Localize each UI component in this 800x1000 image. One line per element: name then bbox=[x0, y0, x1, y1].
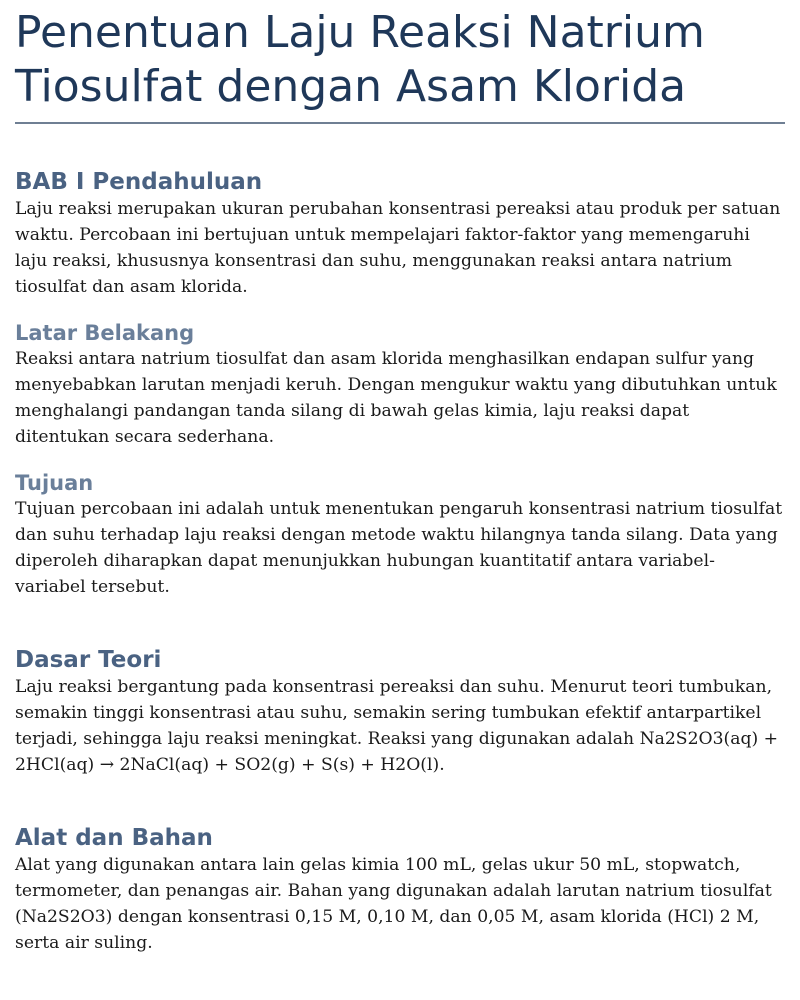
document-title: Penentuan Laju Reaksi Natrium Tiosulfat dengan Asam Klorida bbox=[15, 6, 785, 124]
section-heading-dasar-teori: Dasar Teori bbox=[15, 647, 162, 673]
section-heading-latar-belakang: Latar Belakang bbox=[15, 321, 195, 345]
section-heading-pendahuluan: BAB I Pendahuluan bbox=[15, 169, 263, 195]
section-paragraph-pendahuluan: Laju reaksi merupakan ukuran perubahan konsentrasi pereaksi atau produk per satuan waktu. Percobaan ini bertujuan untuk mempelajari faktor-faktor yang memengaruhi laju reaksi, khususnya konsentrasi dan suhu, menggunakan reaksi antara natrium tiosulfat dan asam klorida. bbox=[15, 199, 781, 297]
section-paragraph-alat-dan-bahan: Alat yang digunakan antara lain gelas kimia 100 mL, gelas ukur 50 mL, stopwatch, termometer, dan penangas air. Bahan yang digunakan adalah larutan natrium tiosulfat (Na2S2O3) dengan konsentrasi 0,15 M, 0,10 M, dan 0,05 M, asam klorida (HCl) 2 M, serta air suling. bbox=[15, 855, 772, 953]
section-paragraph-tujuan: Tujuan percobaan ini adalah untuk menentukan pengaruh konsentrasi natrium tiosulfat dan suhu terhadap laju reaksi dengan metode waktu hilangnya tanda silang. Data yang diperoleh diharapkan dapat menunjukkan hubungan kuantitatif antara variabel-variabel tersebut. bbox=[15, 499, 783, 597]
section-paragraph-dasar-teori: Laju reaksi bergantung pada konsentrasi pereaksi dan suhu. Menurut teori tumbukan, semakin tinggi konsentrasi atau suhu, semakin sering tumbukan efektif antarpartikel terjadi, sehingga laju reaksi meningkat. Reaksi yang digunakan adalah Na2S2O3(aq) + 2HCl(aq) → 2NaCl(aq) + SO2(g) + S(s) + H2O(l). bbox=[15, 677, 779, 775]
section-heading-tujuan: Tujuan bbox=[15, 471, 94, 495]
section-heading-alat-dan-bahan: Alat dan Bahan bbox=[15, 825, 213, 851]
section-paragraph-latar-belakang: Reaksi antara natrium tiosulfat dan asam klorida menghasilkan endapan sulfur yang menyebabkan larutan menjadi keruh. Dengan mengukur waktu yang dibutuhkan untuk menghalangi pandangan tanda silang di bawah gelas kimia, laju reaksi dapat ditentukan secara sederhana. bbox=[15, 349, 777, 447]
